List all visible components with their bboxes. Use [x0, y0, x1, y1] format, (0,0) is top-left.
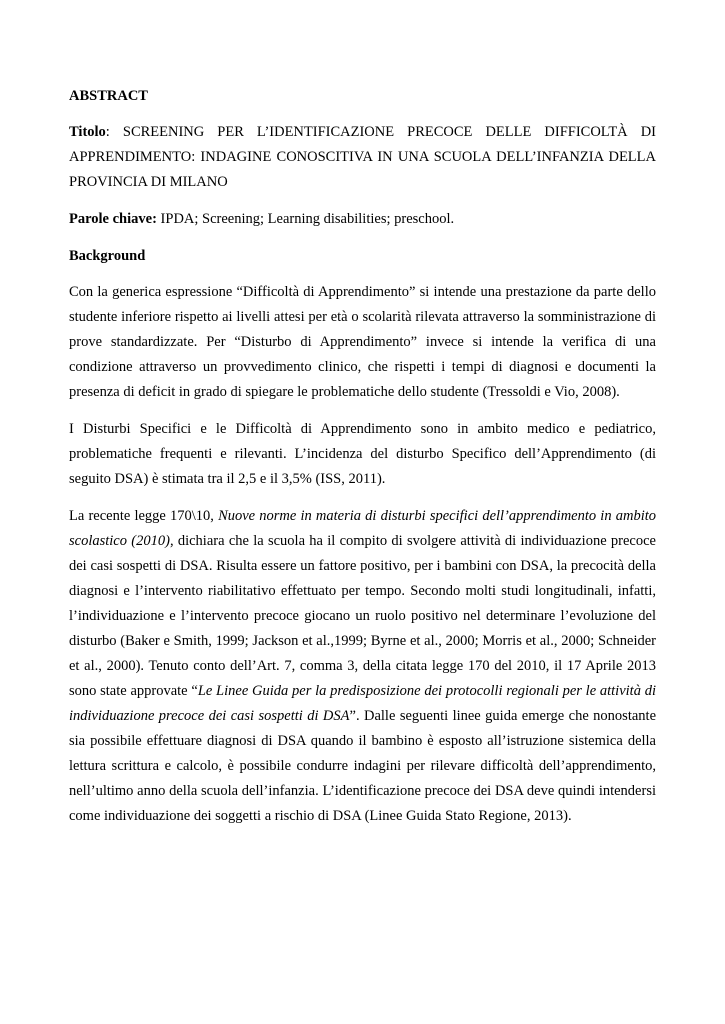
p3-text-a: La recente legge 170\10,	[69, 508, 219, 524]
keywords-text: IPDA; Screening; Learning disabilities; preschool.	[156, 211, 455, 227]
paragraph-2: I Disturbi Specifici e le Difficoltà di Apprendimento sono in ambito medico e pediatrico, problematiche frequenti e rilevanti. L’incidenza del disturbo Specifico dell’Apprendimento (di seguito DSA) è stimata tra il 2,5 e il 3,5% (ISS, 2011).	[69, 421, 656, 487]
paragraph-3	[69, 504, 656, 829]
p3-text-c: , dichiara che la scuola ha il compito di svolgere attività di individuazione precoce dei casi sospetti di DSA. Risulta essere un fattore positivo, per i bambini con DSA, la precocità della diagnosi e l’intervento riabilitativo effettuato per tempo. Secondo molti studi longitudinali, infatti, l’individuazione e l’intervento precoce giocano un ruolo positivo nel determinare l’evoluzione del disturbo (Baker e Smith, 1999; Jackson et al.,1999; Byrne et al., 2000; Morris et al., 2000; Schneider et al., 2000). Tenuto conto dell’Art. 7, comma 3, della citata legge 170 del 2010, il 17 Aprile 2013 sono state approvate “	[69, 533, 656, 699]
p3-text-e: ”. Dalle seguenti linee guida emerge che nonostante sia possibile effettuare diagnosi di DSA quando il bambino è esposto all’istruzione sistemica della lettura scrittura e calcolo, è possibile condurre indagini per rilevare difficoltà dell’apprendimento, nell’ultimo anno della scuola dell’infanzia. L’identificazione precoce dei DSA deve quindi intendersi come individuazione dei soggetti a rischio di DSA (Linee Guida Stato Regione, 2013).	[69, 708, 656, 824]
p3-law-title: Nuove norme in materia di disturbi specifici dell’apprendimento in ambito scolastico (2010)	[69, 508, 657, 549]
keywords-label: Parole chiave:	[69, 211, 157, 227]
title-separator: :	[105, 124, 123, 140]
title-paragraph	[69, 120, 656, 195]
abstract-heading: ABSTRACT	[69, 88, 148, 104]
paragraph-1: Con la generica espressione “Difficoltà di Apprendimento” si intende una prestazione da parte dello studente inferiore rispetto ai livelli attesi per età o scolarità rilevata attraverso la somministrazione di prove standardizzate. Per “Disturbo di Apprendimento” invece si intende la verifica di una condizione attraverso un provvedimento clinico, che rispetti i tempi di diagnosi e documenti la presenza di deficit in grado di spiegare le problematiche dello studente (Tressoldi e Vio, 2008).	[69, 284, 656, 400]
title-text: SCREENING PER L’IDENTIFICAZIONE PRECOCE DELLE DIFFICOLTÀ DI APPRENDIMENTO: INDAGINE CONOSCITIVA IN UNA SCUOLA DELL’INFANZIA DELLA PROVINCIA DI MILANO	[69, 124, 656, 190]
background-heading: Background	[69, 248, 146, 264]
title-label: Titolo	[69, 124, 106, 140]
p3-guidelines-title: Le Linee Guida per la predisposizione dei protocolli regionali per le attività di individuazione precoce dei casi sospetti di DSA	[69, 683, 656, 724]
keywords-paragraph	[69, 207, 656, 232]
